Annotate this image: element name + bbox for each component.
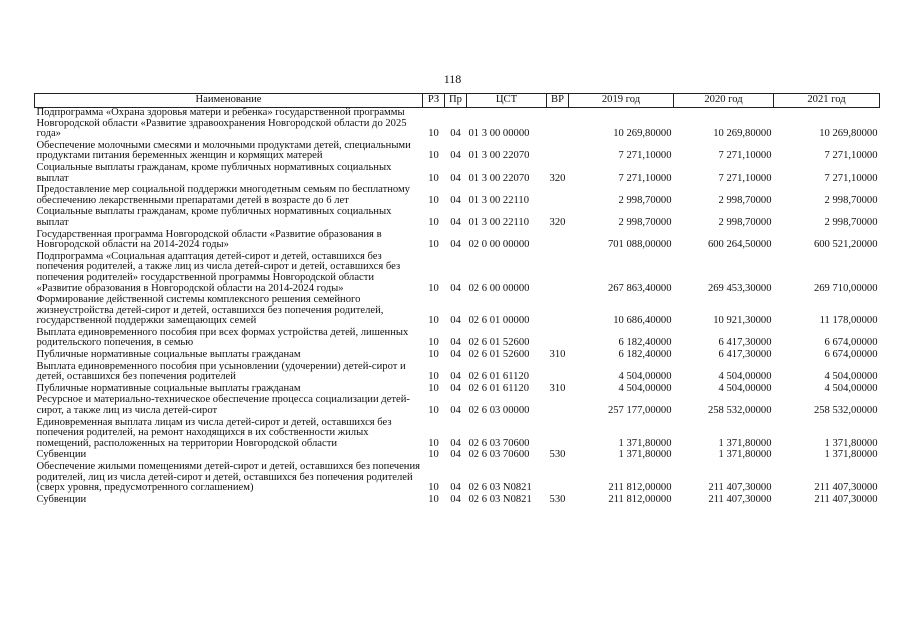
row-pr: 04 [450,128,461,140]
page-number: 118 [443,72,462,86]
row-pr: 04 [450,493,461,505]
header-cst: ЦСТ [467,94,547,108]
header-2019: 2019 год [569,94,674,108]
row-cst: 01 3 00 22110 [468,194,530,206]
row-pr: 04 [450,194,461,206]
row-2020: 2 998,70000 [718,216,772,228]
row-2019: 10 686,40000 [613,315,672,327]
row-name: Единовременная выплата лицам из числа детей-сирот и детей, оставшихся без попечения родителей, на ремонт находящихся в их собственности жилых помещений, расположенных на территории Новгородской области [36,416,392,449]
row-vr: 320 [549,216,566,228]
row-2020: 6 417,30000 [718,349,772,361]
row-pr: 04 [450,239,461,251]
row-cst: 02 6 03 00000 [468,405,530,417]
row-rz: 10 [428,315,439,327]
row-2021: 600 521,20000 [813,239,878,251]
row-rz: 10 [428,371,439,383]
row-name: Обеспечение жилыми помещениями детей-сирот и детей, оставшихся без попечения родителей, лиц из числа детей-сирот и детей, оставшихся без попечения родителей (сверх уровня, предусмотренного соглашением) [36,461,421,494]
row-2020: 6 417,30000 [718,337,772,349]
row-rz: 10 [428,172,439,184]
table-row [35,185,880,207]
row-2020: 7 271,10000 [718,172,772,184]
row-name: Социальные выплаты гражданам, кроме публичных нормативных социальных выплат [36,161,392,184]
row-name: Формирование действенной системы комплексного решения семейного жизнеустройства детей-сирот и детей, оставшихся без попечения родителей, государственной поддержки замещающих семей [36,294,384,327]
row-name: Субвенции [36,449,87,461]
row-2021: 4 504,00000 [824,371,878,383]
row-pr: 04 [450,315,461,327]
row-vr [547,252,569,295]
row-2019: 701 088,00000 [607,239,672,251]
row-2019: 267 863,40000 [607,282,672,294]
row-vr: 320 [549,172,566,184]
table-row [35,141,880,163]
row-pr: 04 [450,405,461,417]
table-row [35,395,880,417]
row-2019: 211 812,00000 [608,482,672,494]
row-cst: 02 6 00 00000 [468,282,530,294]
row-2019: 1 371,80000 [618,449,672,461]
table-row [35,295,880,328]
row-vr [547,108,569,141]
row-vr: 310 [549,382,566,394]
row-cst: 02 6 01 00000 [468,315,530,327]
row-vr [547,395,569,417]
header-rz: РЗ [423,94,445,108]
row-name: Публичные нормативные социальные выплаты гражданам [36,349,301,361]
row-rz: 10 [428,349,439,361]
row-cst: 02 6 01 61120 [468,371,530,383]
row-2020: 10 269,80000 [713,128,772,140]
table-row [35,362,880,384]
row-2020: 10 921,30000 [713,315,772,327]
row-2021: 2 998,70000 [824,216,878,228]
row-vr [547,462,569,495]
table-row [35,350,880,362]
row-name: Социальные выплаты гражданам, кроме публичных нормативных социальных выплат [36,206,392,228]
row-2019: 4 504,00000 [618,382,672,394]
row-rz: 10 [428,482,439,494]
row-2020: 7 271,10000 [718,150,772,162]
row-2020: 1 371,80000 [718,449,772,461]
row-pr: 04 [450,172,461,184]
row-cst: 02 6 03 N0821 [468,482,532,494]
row-2020: 4 504,00000 [718,382,772,394]
row-2020: 1 371,80000 [718,437,772,449]
row-name: Публичные нормативные социальные выплаты гражданам [36,382,301,394]
row-vr [547,185,569,207]
row-rz: 10 [428,449,439,461]
row-vr [547,295,569,328]
row-cst: 02 6 03 70600 [468,437,530,449]
row-2020: 600 264,50000 [707,239,772,251]
row-rz: 10 [428,194,439,206]
row-cst: 01 3 00 22070 [468,150,530,162]
row-2019: 6 182,40000 [618,337,672,349]
row-cst: 02 6 01 52600 [468,337,530,349]
row-pr: 04 [450,371,461,383]
row-vr [547,230,569,252]
row-cst: 02 6 03 70600 [468,449,530,461]
row-2019: 6 182,40000 [618,349,672,361]
row-2020: 4 504,00000 [718,371,772,383]
row-2021: 258 532,00000 [813,405,878,417]
row-vr: 530 [549,493,566,505]
row-vr: 310 [549,349,566,361]
row-2021: 211 407,30000 [814,482,878,494]
row-2021: 10 269,80000 [819,128,878,140]
row-2021: 1 371,80000 [824,449,878,461]
row-2019: 2 998,70000 [618,216,672,228]
row-name: Подпрограмма «Охрана здоровья матери и ребенка» государственной программы Новгородской области «Развитие здравоохранения Новгородской области до 2025 года» [36,107,407,140]
row-2019: 211 812,00000 [608,493,672,505]
row-pr: 04 [450,449,461,461]
row-2021: 2 998,70000 [824,194,878,206]
row-name: Ресурсное и материально-техническое обеспечение процесса социализации детей-сирот, а также лиц из числа детей-сирот [36,394,410,417]
row-2020: 211 407,30000 [708,493,772,505]
row-2021: 11 178,00000 [819,315,878,327]
budget-table [34,93,880,506]
row-2021: 1 371,80000 [824,437,878,449]
header-2020: 2020 год [674,94,774,108]
row-rz: 10 [428,405,439,417]
row-vr [547,362,569,384]
row-rz: 10 [428,282,439,294]
row-rz: 10 [428,150,439,162]
row-cst: 01 3 00 00000 [468,128,530,140]
row-rz: 10 [428,337,439,349]
row-vr [547,141,569,163]
row-rz: 10 [428,128,439,140]
row-pr: 04 [450,437,461,449]
row-rz: 10 [428,382,439,394]
row-pr: 04 [450,482,461,494]
row-vr [547,328,569,350]
row-name: Субвенции [36,493,87,505]
table-row [35,252,880,295]
row-2020: 269 453,30000 [707,282,772,294]
row-cst: 02 0 00 00000 [468,239,530,251]
row-cst: 01 3 00 22070 [468,172,530,184]
row-name: Обеспечение молочными смесями и молочными продуктами детей, специальными продуктами питания беременных женщин и кормящих матерей [36,139,411,162]
row-2021: 211 407,30000 [814,493,878,505]
row-2019: 7 271,10000 [618,172,672,184]
row-cst: 01 3 00 22110 [468,216,530,228]
row-cst: 02 6 01 52600 [468,349,530,361]
row-cst: 02 6 01 61120 [468,382,530,394]
header-name: Наименование [35,94,423,108]
row-pr: 04 [450,150,461,162]
row-name: Выплата единовременного пособия при всех формах устройства детей, лишенных родительского попечения, в семью [36,326,409,349]
row-2020: 2 998,70000 [718,194,772,206]
table-row [35,108,880,141]
row-2021: 6 674,00000 [824,349,878,361]
row-pr: 04 [450,337,461,349]
row-name: Выплата единовременного пособия при усыновлении (удочерении) детей-сирот и детей, оставшихся без попечения родителей [36,360,406,383]
table-header-row [35,94,880,108]
row-rz: 10 [428,216,439,228]
table-row [35,163,880,185]
header-2021: 2021 год [774,94,880,108]
table-row [35,207,880,229]
row-2021: 4 504,00000 [824,382,878,394]
row-2019: 257 177,00000 [607,405,672,417]
row-rz: 10 [428,493,439,505]
row-pr: 04 [450,382,461,394]
row-vr [547,418,569,451]
row-2021: 269 710,00000 [813,282,878,294]
row-2020: 211 407,30000 [708,482,772,494]
row-name: Предоставление мер социальной поддержки многодетным семьям по бесплатному обеспечению лекарственными препаратами детей в возрасте до 6 лет [36,184,410,206]
row-name: Подпрограмма «Социальная адаптация детей-сирот и детей, оставшихся без попечения родителей, а также лиц из числа детей-сирот и детей, оставшихся без попечения родителей» государственной программы Новгородской области «Развитие образования в Новгородской области на 2014-2024 годы» [36,250,401,294]
row-cst: 02 6 03 N0821 [468,493,532,505]
row-2019: 7 271,10000 [618,150,672,162]
table-row [35,328,880,350]
table-row [35,462,880,495]
row-2019: 4 504,00000 [618,371,672,383]
row-pr: 04 [450,349,461,361]
row-2021: 7 271,10000 [824,172,878,184]
row-pr: 04 [450,216,461,228]
table-row [35,495,880,507]
header-vr: ВР [547,94,569,108]
row-2021: 6 674,00000 [824,337,878,349]
row-vr: 530 [549,449,566,461]
row-2019: 2 998,70000 [618,194,672,206]
row-2021: 7 271,10000 [824,150,878,162]
table-row [35,418,880,451]
row-rz: 10 [428,239,439,251]
row-2020: 258 532,00000 [707,405,772,417]
row-2019: 10 269,80000 [613,128,672,140]
row-pr: 04 [450,282,461,294]
row-rz: 10 [428,437,439,449]
table-row [35,230,880,252]
header-pr: Пр [445,94,467,108]
row-2019: 1 371,80000 [618,437,672,449]
row-name: Государственная программа Новгородской области «Развитие образования в Новгородской области на 2014-2024 годы» [36,228,382,251]
